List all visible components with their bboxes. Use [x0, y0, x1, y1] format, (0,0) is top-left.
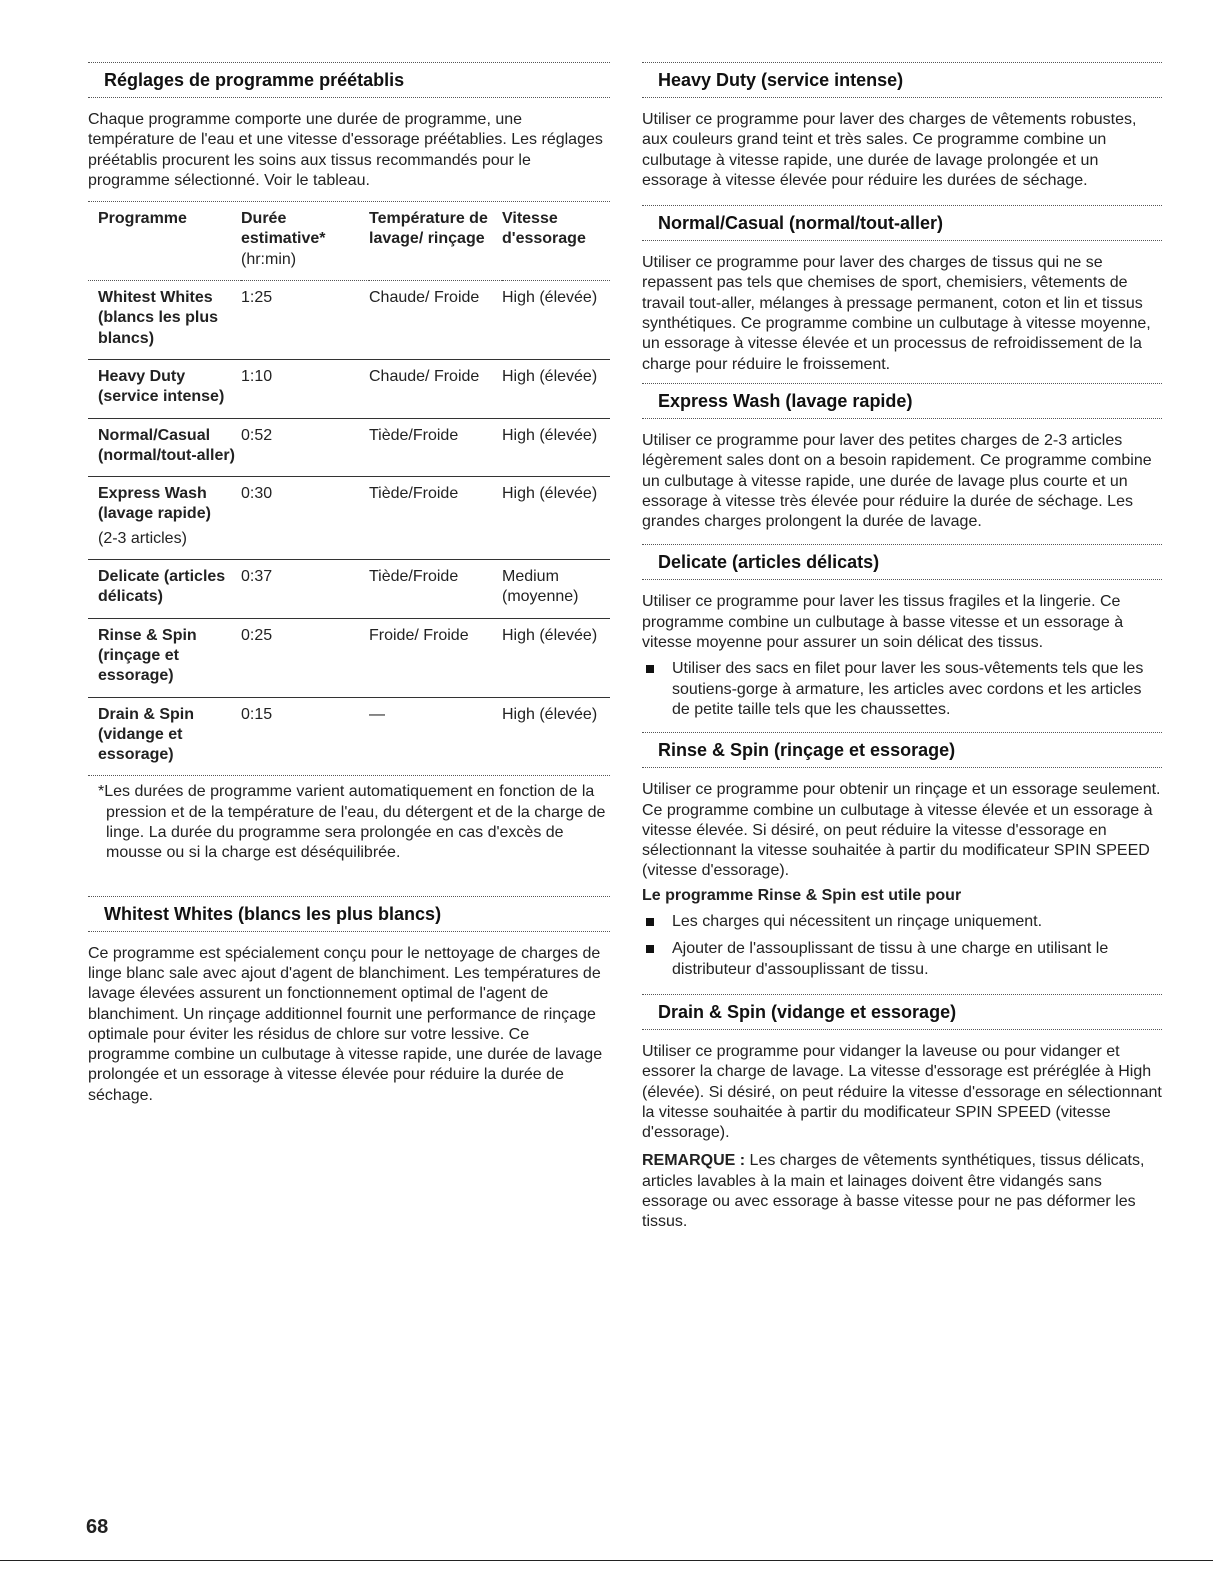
- table-row: [88, 560, 610, 619]
- program-spin: High (élevée): [502, 281, 610, 360]
- col-header-duration-unit: (hr:min): [241, 250, 297, 268]
- table-bottom-rule: [88, 775, 610, 776]
- delicate-heading: Delicate (articles délicats): [658, 552, 880, 573]
- program-duration: 0:25: [241, 618, 369, 697]
- section-rule: [642, 1029, 1162, 1030]
- table-row: [88, 359, 610, 418]
- program-duration: 1:10: [241, 359, 369, 418]
- settings-heading: Réglages de programme préétablis: [104, 70, 405, 90]
- program-name: Whitest Whites (blancs les plus blancs): [98, 289, 219, 347]
- program-temperature: Tiède/Froide: [369, 418, 502, 477]
- program-spin: High (élevée): [502, 418, 610, 477]
- program-spin: High (élevée): [502, 359, 610, 418]
- bullet-text: Les charges qui nécessitent un rinçage uniquement.: [672, 913, 1043, 931]
- list-item: [642, 912, 1162, 932]
- col-header-program: Programme: [88, 202, 241, 280]
- table-header-row: [88, 202, 610, 280]
- section-rule: [88, 97, 610, 98]
- cycle-table: [88, 202, 610, 775]
- table-row: [88, 418, 610, 477]
- rinse-spin-lead: Le programme Rinse & Spin est utile pour: [642, 886, 962, 904]
- program-spin: High (élevée): [502, 618, 610, 697]
- right-column: [642, 62, 1162, 1233]
- table-footnote: *Les durées de programme varient automatiquement en fonction de la pression et de la température de l'eau, du détergent et de la charge de linge. La durée du programme sera prolongée en cas d'excès de mousse ou si la charge est déséquilibrée.: [98, 783, 606, 862]
- delicate-bullet-list: [642, 659, 1162, 720]
- program-note: (2-3 articles): [98, 529, 187, 547]
- bullet-square-icon: [646, 665, 654, 673]
- express-wash-body: Utiliser ce programme pour laver des petites charges de 2-3 articles légèrement sales dont on a besoin rapidement. Ce programme combine un culbutage à vitesse rapide, une durée de lavage plus courte et un essorage à vitesse très élevée pour réduire la durée de séchage. Les grandes charges prolongent la durée de lavage.: [642, 431, 1152, 531]
- program-temperature: Froide/ Froide: [369, 618, 502, 697]
- drain-spin-note: [642, 1151, 1162, 1232]
- section-rule: [642, 579, 1162, 580]
- page-bottom-rule: [0, 1560, 1213, 1561]
- list-item: [642, 939, 1162, 980]
- drain-spin-heading: Drain & Spin (vidange et essorage): [658, 1001, 957, 1022]
- heavy-duty-heading: Heavy Duty (service intense): [658, 70, 904, 90]
- program-duration: 0:15: [241, 705, 273, 723]
- table-row: [88, 281, 610, 360]
- settings-intro: Chaque programme comporte une durée de programme, une température de l'eau et une vitesse d'essorage préétablies. Les réglages préétablis procurent les soins aux tissus recommandés pour le programme sélectionné. Voir le tableau.: [88, 111, 603, 189]
- bullet-square-icon: [646, 945, 654, 953]
- heavy-duty-body: Utiliser ce programme pour laver des charges de vêtements robustes, aux couleurs grand teint et très sales. Ce programme combine un culbutage à vitesse rapide, une durée de lavage prolongée et un essorage à vitesse élevée pour réduire les durées de séchage.: [642, 111, 1137, 189]
- section-rule: [642, 418, 1162, 419]
- program-name: Drain & Spin (vidange et essorage): [98, 705, 195, 764]
- rinse-spin-bullet-list: [642, 912, 1162, 980]
- left-column: [88, 62, 610, 1106]
- program-temperature: —: [369, 705, 385, 723]
- table-row: [88, 618, 610, 697]
- normal-casual-heading: Normal/Casual (normal/tout-aller): [658, 213, 944, 234]
- section-rule: [88, 931, 610, 932]
- rinse-spin-heading: Rinse & Spin (rinçage et essorage): [658, 740, 956, 761]
- express-wash-heading: Express Wash (lavage rapide): [658, 390, 913, 411]
- bullet-text: Ajouter de l'assouplissant de tissu à une charge en utilisant le distributeur d'assouplissant de tissu.: [672, 940, 1109, 978]
- table-row: [88, 697, 610, 775]
- rinse-spin-body: Utiliser ce programme pour obtenir un rinçage et un essorage seulement. Ce programme combine un culbutage à vitesse élevée et un essorage à vitesse élevée. Si désiré, on peut réduire la vitesse d'essorage en sélectionnant la vitesse souhaitée à partir du modificateur SPIN SPEED (vitesse d'essorage).: [642, 781, 1161, 880]
- program-spin: Medium (moyenne): [502, 560, 610, 619]
- program-temperature: Chaude/ Froide: [369, 281, 502, 360]
- note-text: Les charges de vêtements synthétiques, tissus délicats, articles lavables à la main et lainages doivent être vidangés sans essorage ou avec essorage à basse vitesse pour ne pas déformer les tissus.: [642, 1152, 1145, 1231]
- page-number: 68: [86, 1516, 109, 1538]
- program-name: Normal/Casual (normal/tout-aller): [98, 426, 235, 464]
- program-duration: 1:25: [241, 281, 369, 360]
- note-label: REMARQUE :: [642, 1152, 746, 1170]
- program-name: Heavy Duty (service intense): [98, 367, 225, 406]
- program-name: Express Wash (lavage rapide): [98, 485, 211, 523]
- program-spin: High (élevée): [502, 477, 610, 560]
- col-header-temperature: Température de lavage/ rinçage: [369, 202, 502, 280]
- bullet-text: Utiliser des sacs en filet pour laver les sous-vêtements tels que les soutiens-gorge à armature, les articles avec cordons et les articles de petite taille tels que les chaussettes.: [672, 660, 1144, 718]
- col-header-spin: Vitesse d'essorage: [502, 202, 610, 280]
- section-rule: [642, 97, 1162, 98]
- program-duration: 0:52: [241, 418, 369, 477]
- normal-casual-body: Utiliser ce programme pour laver des charges de tissus qui ne se repassent pas tels que chemises de sport, chemisiers, vêtements de travail tout-aller, mélanges à pressage permanent, coton et lin et tissus synthétiques. Ce programme combine un culbutage à vitesse moyenne, un essorage à vitesse élevée et un processus de refroidissement de la charge pour réduire le froissement.: [642, 254, 1151, 373]
- program-temperature: Chaude/ Froide: [369, 359, 502, 418]
- program-duration: 0:37: [241, 560, 369, 619]
- col-header-duration-label: Durée estimative*: [241, 210, 326, 248]
- whitest-whites-heading: Whitest Whites (blancs les plus blancs): [104, 903, 442, 924]
- bullet-square-icon: [646, 918, 654, 926]
- program-name: Rinse & Spin (rinçage et essorage): [98, 626, 197, 685]
- list-item: [642, 659, 1162, 720]
- program-name: Delicate (articles délicats): [98, 568, 226, 606]
- delicate-body: Utiliser ce programme pour laver les tissus fragiles et la lingerie. Ce programme combine un culbutage à basse vitesse et un essorage à vitesse moyenne pour assurer un soin délicat des tissus.: [642, 593, 1124, 652]
- col-header-duration: [241, 202, 369, 280]
- whitest-whites-body: Ce programme est spécialement conçu pour le nettoyage de charges de linge blanc sale avec ajout d'agent de blanchiment. Les températures de lavage élevées assurent un fonctionnement optimal de l'agent de blanchiment. Un rinçage additionnel fournit une performance de rinçage optimale pour éviter les résidus de chlore sur votre lessive. Ce programme combine un culbutage à vitesse rapide, une durée de lavage prolongée et un essorage à vitesse élevée pour réduire la durée de séchage.: [88, 944, 603, 1104]
- section-rule: [642, 767, 1162, 768]
- table-row: [88, 477, 610, 560]
- program-duration: 0:30: [241, 477, 369, 560]
- program-temperature: Tiède/Froide: [369, 477, 502, 560]
- program-temperature: Tiède/Froide: [369, 560, 502, 619]
- drain-spin-body: Utiliser ce programme pour vidanger la laveuse ou pour vidanger et essorer la charge de lavage. La vitesse d'essorage est préréglée à High (élevée). Si désiré, on peut réduire la vitesse d'essorage en sélectionnant la vitesse souhaitée à partir du modificateur SPIN SPEED (vitesse d'essorage).: [642, 1042, 1162, 1142]
- section-rule: [642, 240, 1162, 241]
- program-spin: High (élevée): [502, 705, 598, 723]
